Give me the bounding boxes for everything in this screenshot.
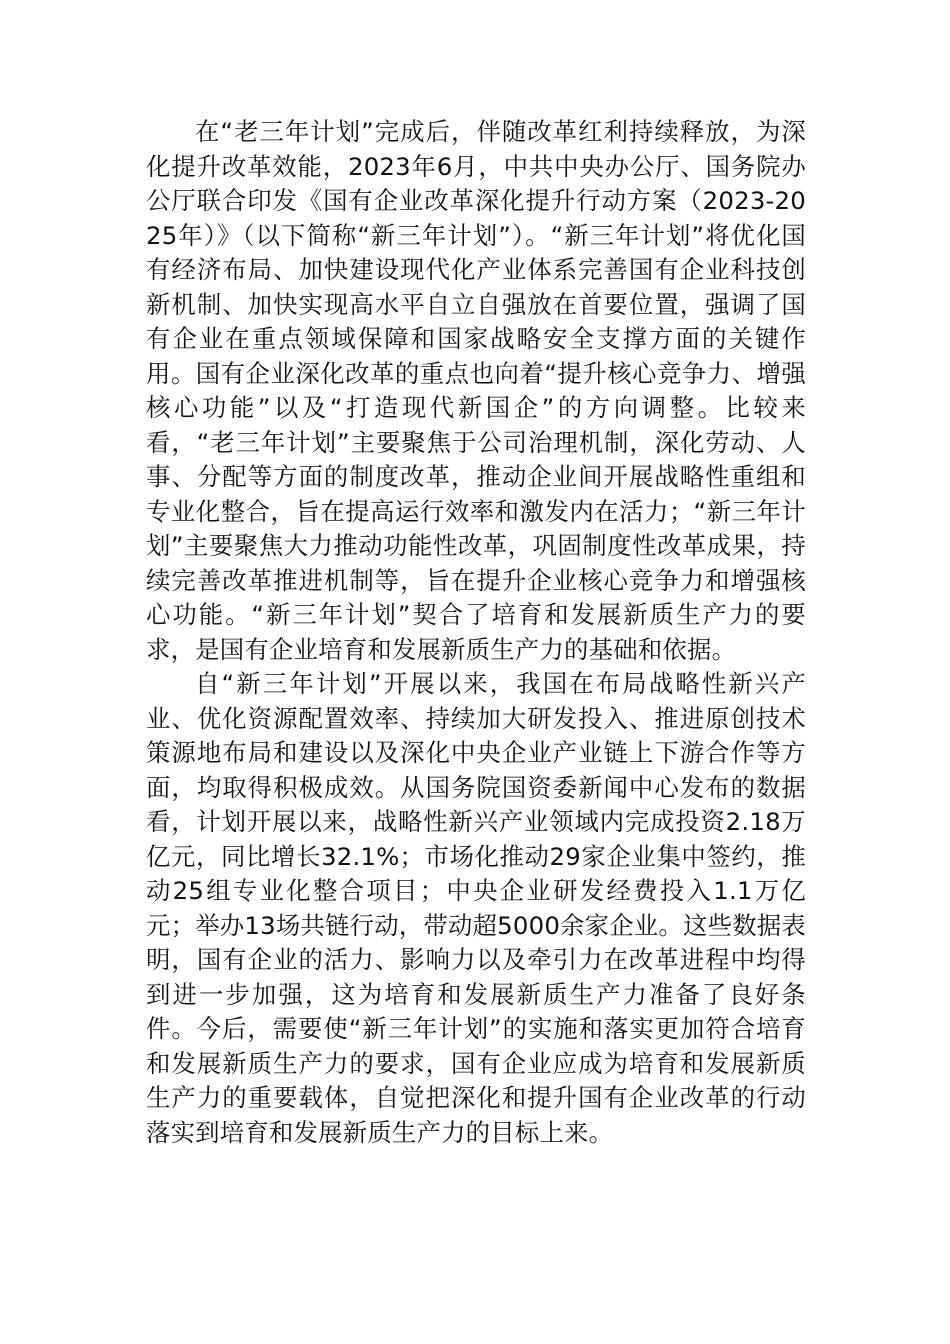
- document-page: [146, 115, 806, 1150]
- paragraph-2: 自“新三年计划”开展以来，我国在布局战略性新兴产业、优化资源配置效率、持续加大研发投入、推进原创技术策源地布局和建设以及深化中央企业产业链上下游合作等方面，均取得积极成效。从国务院国资委新闻中心发布的数据看，计划开展以来，战略性新兴产业领域内完成投资2.18万亿元，同比增长32.1%；市场化推动29家企业集中签约，推动25组专业化整合项目；中央企业研发经费投入1.1万亿元；举办13场共链行动，带动超5000余家企业。这些数据表明，国有企业的活力、影响力以及牵引力在改革进程中均得到进一步加强，这为培育和发展新质生产力准备了良好条件。今后，需要使“新三年计划”的实施和落实更加符合培育和发展新质生产力的要求，国有企业应成为培育和发展新质生产力的重要载体，自觉把深化和提升国有企业改革的行动落实到培育和发展新质生产力的目标上来。: [146, 669, 806, 1147]
- paragraph-1: 在“老三年计划”完成后，伴随改革红利持续释放，为深化提升改革效能，2023年6月，中共中央办公厅、国务院办公厅联合印发《国有企业改革深化提升行动方案（2023-2025年）》（以下简称“新三年计划”）。“新三年计划”将优化国有经济布局、加快建设现代化产业体系完善国有企业科技创新机制、加快实现高水平自立自强放在首要位置，强调了国有企业在重点领域保障和国家战略安全支撑方面的关键作用。国有企业深化改革的重点也向着“提升核心竞争力、增强核心功能”以及“打造现代新国企”的方向调整。比较来看，“老三年计划”主要聚焦于公司治理机制，深化劳动、人事、分配等方面的制度改革，推动企业间开展战略性重组和专业化整合，旨在提高运行效率和激发内在活力；“新三年计划”主要聚焦大力推动功能性改革，巩固制度性改革成果，持续完善改革推进机制等，旨在提升企业核心竞争力和增强核心功能。“新三年计划”契合了培育和发展新质生产力的要求，是国有企业培育和发展新质生产力的基础和依据。: [146, 117, 806, 664]
